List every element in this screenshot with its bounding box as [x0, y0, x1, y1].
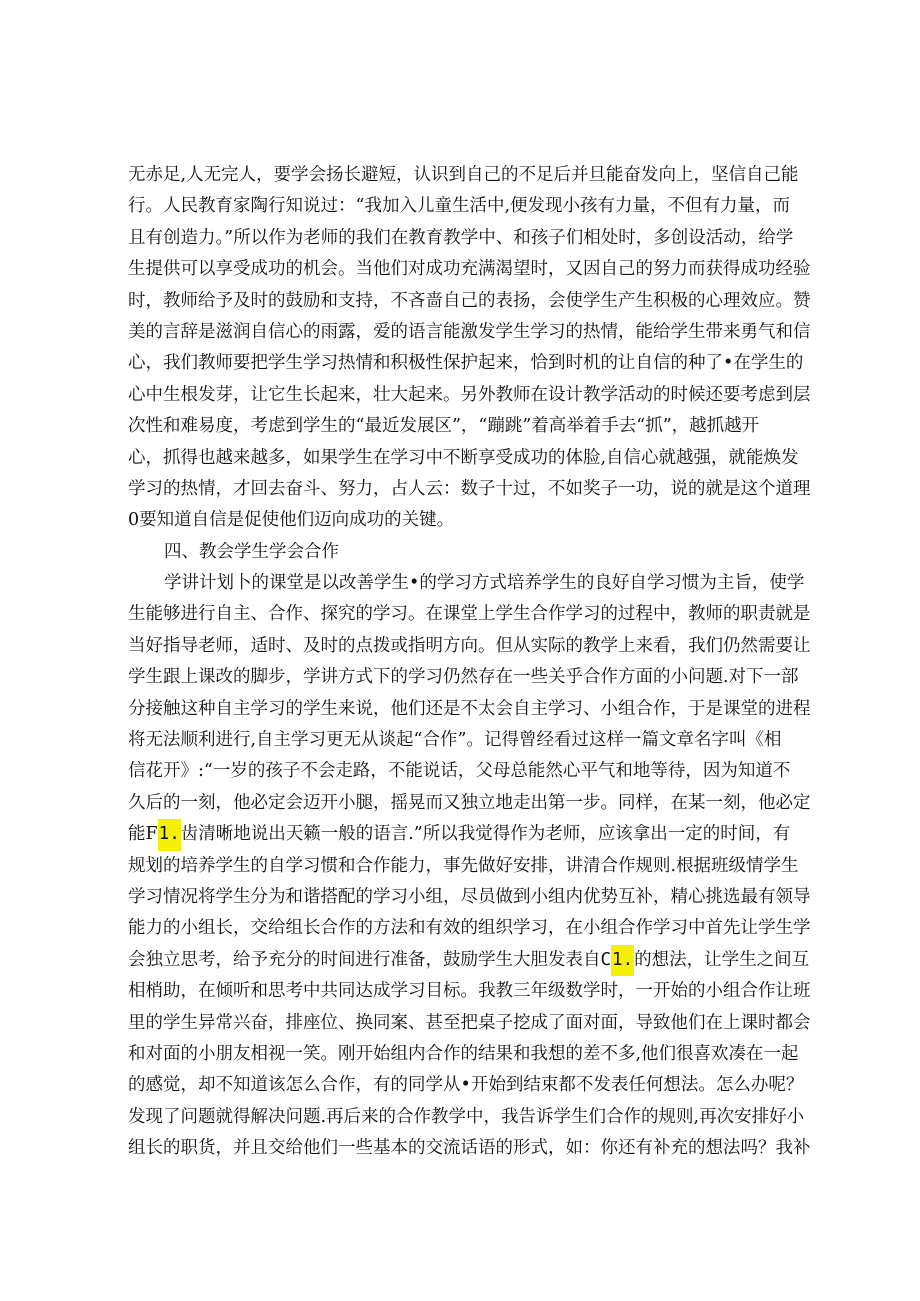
text-line: 心中生根发芽，让它生长起来，壮大起来。另外教师在设计教学活动的时候还要考虑到层	[128, 384, 811, 405]
text-line: 无赤足,人无完人，要学会扬长避短，认识到自己的不足后并旦能奋发向上，坚信自己能	[128, 165, 799, 185]
highlighted-text: 1.	[611, 945, 634, 976]
text-line: 生能够进行自主、合作、探究的学习。在课堂上学生合作学习的过程中，教师的职责就是	[128, 604, 811, 625]
text-line: 和对面的小朋友相视一笑。刚开始组内合作的结果和我想的差不多,他们很喜欢凑在一起	[128, 1043, 799, 1064]
document-body	[128, 160, 811, 1165]
text-segment: 齿清晰地说出天籁一般的语言.”所以我觉得作为老师，应该拿出一定的时间，有	[180, 824, 791, 845]
text-segment: 的想法，让学生之间互	[634, 949, 810, 970]
text-line: 里的学生异常兴奋，排座位、换同案、甚至把桌子挖成了面对面，导致他们在上课时都会	[128, 1012, 811, 1033]
text-line: 心，我们教师要把学生学习热情和积极性保护起来，恰到时机的让自信的种了•在学生的	[128, 353, 804, 374]
text-line: 当好指导老师，适时、及时的点拨或指明方向。但从实际的教学上来看，我们仍然需要让	[128, 635, 811, 656]
text-line: 美的言辞是滋润自信心的雨露，爱的语言能激发学生学习的热情，能给学生带来勇气和信	[128, 321, 811, 342]
text-line: 心，抓得也越来越多，如果学生在学习中不断享受成功的体脸,自信心就越强，就能焕发	[128, 447, 799, 468]
text-line: 相梢助，在倾听和思考中共同达成学习目标。我教三年级数学时，一开始的小组合作让班	[128, 981, 811, 1002]
text-segment: 会独立思考，给予充分的时间进行准备，鼓励学生大胆发表自	[128, 949, 601, 970]
text-line: 生提供可以享受成功的机会。当他们对成功充满渴望时，又因自己的努力而获得成功经验	[128, 259, 811, 280]
text-line: 0要知道自信是促使他们迈向成功的关键。	[128, 510, 455, 531]
text-line: 学讲计划卜的课堂是以改善学生•的学习方式培养学生的良好自学习惯为主旨，使学	[164, 573, 805, 594]
text-line: 组长的职货，并且交给他们一些基本的交流话语的形式，如：你还有补充的想法吗？我补	[128, 1138, 811, 1159]
text-line: 能力的小组长，交给组长合作的方法和有效的组织学习，在小组合作学习中首先让学生学	[128, 918, 811, 939]
text-line: 次性和难易度，考虑到学生的“最近发展区”，“蹦跳”着高举着手去“抓”，越抓越开	[128, 416, 760, 437]
section-heading: 四、教会学生学会合作	[164, 541, 339, 562]
text-line: 的感觉，却不知道该怎么合作，有的同学从•开始到结束都不发表任何想法。怎么办呢？	[128, 1075, 804, 1096]
text-line: 行。人民教育家陶行知说过：“我加入儿童生活中,便发现小孩有力量，不但有力量，而	[128, 196, 791, 217]
highlighted-text: 1.	[158, 819, 181, 850]
text-line	[128, 819, 808, 850]
text-line	[128, 945, 808, 976]
text-line: 信花开》:“一岁的孩子不会走路，不能说话，父母总能然心平气和地等待，因为知道不	[128, 761, 791, 782]
text-line: 学生跟上课改的脚步，学讲方式下的学习仍然存在一些关乎合作方面的小问题.对下一部	[128, 667, 799, 688]
text-line: 发现了问题就得解决问题.再后来的合作教学中，我告诉学生们合作的规则,再次安排好小	[128, 1106, 805, 1127]
text-line: 分接触这种自主学习的学生来说，他们还是不太会自主学习、小组合作，于是课堂的进程	[128, 698, 811, 719]
text-line: 久后的一刻，他必定会迈开小腿，摇晃而又独立地走出第一步。同样，在某一刻，他必定	[128, 792, 811, 813]
text-line: 规划的培养学生的自学习惯和合作能力，事先做好安排，讲清合作规则.根据班级情学生	[128, 855, 799, 876]
text-line: 学习情况将学生分为和谐搭配的学习小组，尽员做到小组内优势互补，精心挑选最有领导	[128, 886, 811, 907]
text-line: 将无法顺利进行,自主学习更无从谈起“合作”。记得曾经看过这样一篇文章名字叫《相	[128, 730, 782, 751]
text-segment: 能F	[128, 824, 158, 845]
text-segment: C	[600, 949, 612, 970]
text-line: 且有创造力。”所以作为老师的我们在教育教学中、和孩子们相处时，多创设活动，给学	[128, 227, 794, 248]
text-line: 时，教师给予及时的鼓励和支持，不吝啬自己的表扬，会使学生产生积极的心理效应。赞	[128, 290, 811, 311]
text-line: 学习的热情，才回去奋斗、努力，占人云：数子十过，不如奖子一功，说的就是这个道理	[128, 478, 811, 499]
